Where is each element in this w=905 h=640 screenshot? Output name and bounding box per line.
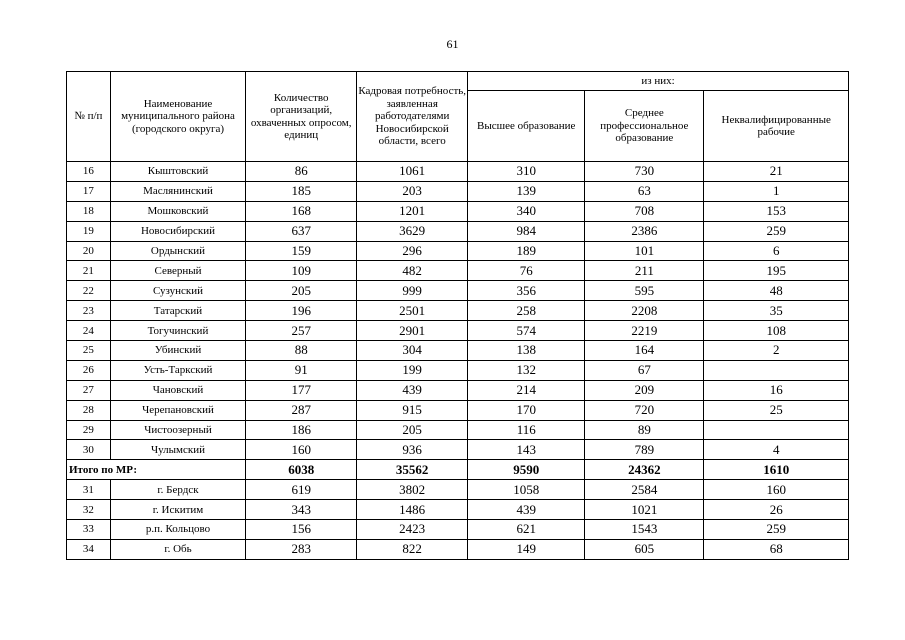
- table-row: [67, 500, 849, 520]
- cell-name: Ордынский: [110, 241, 245, 261]
- table-row: [67, 440, 849, 460]
- cell-demand: 205: [357, 420, 468, 440]
- cell-unskilled: 35: [704, 301, 849, 321]
- cell-unskilled: [704, 360, 849, 380]
- cell-orgs: 177: [246, 380, 357, 400]
- cell-secondary: 2584: [585, 480, 704, 500]
- cell-name: Северный: [110, 261, 245, 281]
- header-unskilled: Неквалифицированные рабочие: [704, 91, 849, 162]
- cell-demand: 1486: [357, 500, 468, 520]
- cell-n: 28: [67, 400, 111, 420]
- header-demand: Кадровая потребность, заявленная работодателями Новосибирской области, всего: [357, 72, 468, 162]
- cell-demand: 1201: [357, 201, 468, 221]
- cell-name: Маслянинский: [110, 181, 245, 201]
- table-row: [67, 321, 849, 341]
- cell-name: р.п. Кольцово: [110, 520, 245, 540]
- cell-secondary: 708: [585, 201, 704, 221]
- cell-higher: 1058: [468, 480, 585, 500]
- table-row: [67, 221, 849, 241]
- cell-higher: 170: [468, 400, 585, 420]
- cell-demand: 304: [357, 341, 468, 361]
- cell-demand: 822: [357, 539, 468, 559]
- cell-orgs: 343: [246, 500, 357, 520]
- cell-n: 25: [67, 341, 111, 361]
- cell-secondary: 2386: [585, 221, 704, 241]
- cell-demand: 296: [357, 241, 468, 261]
- table-row: [67, 380, 849, 400]
- cell-higher: 143: [468, 440, 585, 460]
- cell-unskilled: 26: [704, 500, 849, 520]
- cell-secondary: 67: [585, 360, 704, 380]
- cell-secondary: 2208: [585, 301, 704, 321]
- cell-secondary: 209: [585, 380, 704, 400]
- cell-orgs: 86: [246, 162, 357, 182]
- cell-secondary: 789: [585, 440, 704, 460]
- cell-demand: 2423: [357, 520, 468, 540]
- cell-higher: 214: [468, 380, 585, 400]
- table-row: [67, 539, 849, 559]
- cell-n: 22: [67, 281, 111, 301]
- cell-demand: 3802: [357, 480, 468, 500]
- cell-name: г. Искитим: [110, 500, 245, 520]
- cell-name: Мошковский: [110, 201, 245, 221]
- cell-unskilled: 25: [704, 400, 849, 420]
- cell-higher: 340: [468, 201, 585, 221]
- total-demand: 35562: [357, 460, 468, 480]
- cell-orgs: 637: [246, 221, 357, 241]
- cell-secondary: 2219: [585, 321, 704, 341]
- cell-higher: 621: [468, 520, 585, 540]
- table-row: [67, 520, 849, 540]
- cell-higher: 116: [468, 420, 585, 440]
- cell-demand: 1061: [357, 162, 468, 182]
- cell-higher: 439: [468, 500, 585, 520]
- table-row: [67, 201, 849, 221]
- cell-demand: 439: [357, 380, 468, 400]
- table-row: [67, 301, 849, 321]
- cell-secondary: 1543: [585, 520, 704, 540]
- total-row: [67, 460, 849, 480]
- total-secondary: 24362: [585, 460, 704, 480]
- cell-demand: 2501: [357, 301, 468, 321]
- cell-higher: 139: [468, 181, 585, 201]
- cell-n: 34: [67, 539, 111, 559]
- header-orgs: Количество организаций, охваченных опросом, единиц: [246, 72, 357, 162]
- table-row: [67, 400, 849, 420]
- cell-higher: 132: [468, 360, 585, 380]
- cell-n: 18: [67, 201, 111, 221]
- cell-secondary: 720: [585, 400, 704, 420]
- cell-unskilled: 21: [704, 162, 849, 182]
- cell-orgs: 186: [246, 420, 357, 440]
- cell-unskilled: 195: [704, 261, 849, 281]
- cell-secondary: 101: [585, 241, 704, 261]
- cell-orgs: 619: [246, 480, 357, 500]
- header-num: № п/п: [67, 72, 111, 162]
- cell-unskilled: 259: [704, 221, 849, 241]
- cell-secondary: 63: [585, 181, 704, 201]
- total-unskilled: 1610: [704, 460, 849, 480]
- cell-name: Новосибирский: [110, 221, 245, 241]
- cell-n: 29: [67, 420, 111, 440]
- cell-secondary: 605: [585, 539, 704, 559]
- cell-secondary: 730: [585, 162, 704, 182]
- header-secondary: Среднее профессиональное образование: [585, 91, 704, 162]
- cell-orgs: 205: [246, 281, 357, 301]
- cell-n: 20: [67, 241, 111, 261]
- table-body: [67, 162, 849, 560]
- cell-secondary: 211: [585, 261, 704, 281]
- cell-unskilled: 108: [704, 321, 849, 341]
- cell-name: г. Обь: [110, 539, 245, 559]
- cell-n: 16: [67, 162, 111, 182]
- cell-demand: 915: [357, 400, 468, 420]
- cell-n: 19: [67, 221, 111, 241]
- cell-orgs: 196: [246, 301, 357, 321]
- cell-name: Черепановский: [110, 400, 245, 420]
- table-row: [67, 181, 849, 201]
- cell-orgs: 283: [246, 539, 357, 559]
- cell-n: 24: [67, 321, 111, 341]
- cell-demand: 999: [357, 281, 468, 301]
- cell-name: Чистоозерный: [110, 420, 245, 440]
- cell-higher: 310: [468, 162, 585, 182]
- header-higher: Высшее образование: [468, 91, 585, 162]
- cell-unskilled: [704, 420, 849, 440]
- cell-orgs: 109: [246, 261, 357, 281]
- cell-demand: 3629: [357, 221, 468, 241]
- cell-orgs: 257: [246, 321, 357, 341]
- cell-unskilled: 68: [704, 539, 849, 559]
- cell-orgs: 159: [246, 241, 357, 261]
- cell-unskilled: 6: [704, 241, 849, 261]
- data-table: [66, 71, 849, 560]
- cell-demand: 482: [357, 261, 468, 281]
- cell-orgs: 168: [246, 201, 357, 221]
- cell-unskilled: 160: [704, 480, 849, 500]
- table-row: [67, 261, 849, 281]
- cell-name: Сузунский: [110, 281, 245, 301]
- header-name: Наименование муниципального района (городского округа): [110, 72, 245, 162]
- cell-demand: 203: [357, 181, 468, 201]
- table-row: [67, 162, 849, 182]
- header-of-them: из них:: [468, 72, 849, 91]
- cell-orgs: 160: [246, 440, 357, 460]
- cell-demand: 936: [357, 440, 468, 460]
- cell-name: Усть-Таркский: [110, 360, 245, 380]
- cell-higher: 574: [468, 321, 585, 341]
- cell-orgs: 287: [246, 400, 357, 420]
- cell-name: Чулымский: [110, 440, 245, 460]
- cell-secondary: 595: [585, 281, 704, 301]
- cell-unskilled: 4: [704, 440, 849, 460]
- cell-demand: 2901: [357, 321, 468, 341]
- table-row: [67, 420, 849, 440]
- cell-n: 31: [67, 480, 111, 500]
- total-label: Итого по МР:: [67, 460, 246, 480]
- cell-unskilled: 2: [704, 341, 849, 361]
- cell-name: Убинский: [110, 341, 245, 361]
- cell-name: Кыштовский: [110, 162, 245, 182]
- table-row: [67, 360, 849, 380]
- cell-orgs: 185: [246, 181, 357, 201]
- cell-n: 23: [67, 301, 111, 321]
- cell-unskilled: 259: [704, 520, 849, 540]
- cell-orgs: 91: [246, 360, 357, 380]
- cell-higher: 984: [468, 221, 585, 241]
- cell-n: 17: [67, 181, 111, 201]
- cell-higher: 149: [468, 539, 585, 559]
- cell-unskilled: 153: [704, 201, 849, 221]
- cell-n: 30: [67, 440, 111, 460]
- cell-unskilled: 16: [704, 380, 849, 400]
- cell-higher: 356: [468, 281, 585, 301]
- cell-name: Татарский: [110, 301, 245, 321]
- cell-higher: 138: [468, 341, 585, 361]
- cell-name: г. Бердск: [110, 480, 245, 500]
- table-row: [67, 281, 849, 301]
- cell-orgs: 88: [246, 341, 357, 361]
- cell-higher: 189: [468, 241, 585, 261]
- cell-orgs: 156: [246, 520, 357, 540]
- total-orgs: 6038: [246, 460, 357, 480]
- cell-unskilled: 1: [704, 181, 849, 201]
- table-row: [67, 480, 849, 500]
- total-higher: 9590: [468, 460, 585, 480]
- cell-n: 33: [67, 520, 111, 540]
- cell-unskilled: 48: [704, 281, 849, 301]
- cell-secondary: 164: [585, 341, 704, 361]
- cell-n: 21: [67, 261, 111, 281]
- cell-name: Тогучинский: [110, 321, 245, 341]
- cell-demand: 199: [357, 360, 468, 380]
- cell-secondary: 1021: [585, 500, 704, 520]
- table-row: [67, 241, 849, 261]
- cell-n: 32: [67, 500, 111, 520]
- cell-secondary: 89: [585, 420, 704, 440]
- cell-higher: 76: [468, 261, 585, 281]
- cell-n: 27: [67, 380, 111, 400]
- cell-higher: 258: [468, 301, 585, 321]
- page-number: 61: [446, 37, 459, 51]
- cell-n: 26: [67, 360, 111, 380]
- table-row: [67, 341, 849, 361]
- cell-name: Чановский: [110, 380, 245, 400]
